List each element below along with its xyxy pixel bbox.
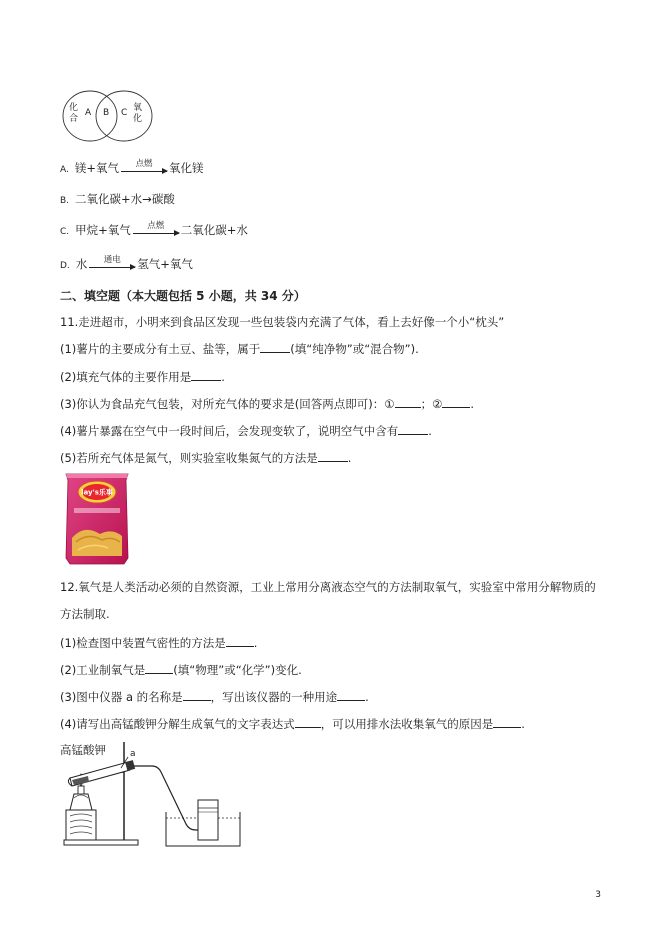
q11-p2-blank[interactable]: [191, 368, 221, 381]
option-a: [60, 160, 204, 178]
option-a-condition: 点燃: [135, 158, 153, 169]
option-d-products: 氢气+氧气: [137, 257, 193, 271]
q11-p3-text: (3)你认为食品充气包装，对所充气体的要求是(回答两点即可)：①: [60, 397, 395, 411]
q11-part-4: [60, 422, 432, 439]
option-c-label: C.: [60, 227, 70, 237]
option-d-label: D.: [60, 261, 70, 271]
option-c-condition: 点燃: [147, 220, 165, 231]
option-c-condition-arrow: [133, 220, 179, 239]
q12-p3-text: (3)图中仪器 a 的名称是: [60, 690, 183, 704]
q11-p3-blank-1[interactable]: [395, 395, 421, 408]
q11-p4-blank[interactable]: [398, 422, 428, 435]
option-b-text: 二氧化碳+水→碳酸: [75, 192, 175, 206]
q12-part-4: [60, 715, 525, 732]
page-number: 3: [595, 890, 601, 900]
option-d-condition: 通电: [103, 254, 121, 265]
q12-p4-mid: ，可以用排水法收集氧气的原因是: [320, 717, 494, 731]
option-c: [60, 222, 248, 240]
q12-p3-tail: .: [365, 690, 369, 704]
q12-part-1: [60, 634, 257, 651]
q11-p2-text: (2)填充气体的主要作用是: [60, 370, 192, 384]
svg-text:lay's乐事: lay's乐事: [81, 488, 113, 497]
q11-part-5: [60, 449, 351, 466]
venn-label-a: A: [85, 108, 92, 118]
option-d-condition-arrow: [89, 254, 135, 273]
q12-p3-mid: ，写出该仪器的一种用途: [210, 690, 338, 704]
option-a-products: 氧化镁: [169, 161, 204, 175]
option-c-reactants: 甲烷+氧气: [75, 223, 131, 237]
q11-p1-text: (1)薯片的主要成分有土豆、盐等，属于: [60, 342, 261, 356]
venn-right-label: 氧 化: [133, 103, 143, 124]
option-b-label: B.: [60, 196, 70, 206]
q11-p5-text: (5)若所充气体是氮气，则实验室收集氮气的方法是: [60, 451, 318, 465]
q11-p3-mid: ；②: [420, 397, 443, 411]
option-a-reactants: 镁+氧气: [74, 161, 119, 175]
q12-p4-blank-1[interactable]: [295, 715, 321, 728]
chip-bag-image: [62, 472, 132, 567]
venn-label-c: C: [121, 108, 128, 118]
venn-left-label: 化 合: [69, 103, 79, 124]
q11-p3-tail: .: [470, 397, 475, 411]
option-d: [60, 256, 193, 274]
q11-p5-tail: .: [347, 451, 352, 465]
q12-p3-blank-1[interactable]: [183, 688, 211, 701]
q11-stem: 11.走进超市，小明来到食品区发现一些包装袋内充满了气体，看上去好像一个小“枕头”: [60, 315, 505, 329]
q12-p1-text: (1)检查图中装置气密性的方法是: [60, 636, 226, 650]
option-c-products: 二氧化碳+水: [180, 223, 248, 237]
apparatus-label: 高锰酸钾: [60, 743, 106, 757]
option-a-condition-arrow: [121, 158, 167, 177]
q12-p4-text: (4)请写出高锰酸钾分解生成氧气的文字表达式: [60, 717, 295, 731]
q12-p1-blank[interactable]: [226, 634, 254, 647]
q11-p1-blank[interactable]: [260, 340, 290, 353]
q11-p3-blank-2[interactable]: [442, 395, 470, 408]
q12-part-2: [60, 661, 302, 678]
q12-p2-tail: (填“物理”或“化学”)变化.: [173, 663, 302, 677]
option-b: [60, 191, 175, 209]
option-d-reactants: 水: [75, 257, 88, 271]
venn-label-b: B: [103, 108, 110, 118]
q11-p5-blank[interactable]: [318, 449, 348, 462]
q12-p2-text: (2)工业制氧气是: [60, 663, 146, 677]
q12-p4-tail: .: [521, 717, 525, 731]
option-a-label: A.: [60, 165, 69, 175]
q12-stem-line-2: 方法制取.: [60, 607, 110, 621]
q11-part-2: [60, 368, 225, 385]
q11-p1-tail: (填“纯净物”或“混合物”).: [290, 342, 419, 356]
q11-p4-text: (4)薯片暴露在空气中一段时间后，会发现变软了，说明空气中含有: [60, 424, 399, 438]
q11-p2-tail: .: [221, 370, 225, 384]
q11-part-3: [60, 395, 474, 412]
section-2-heading: 二、填空题（本大题包括 5 小题，共 34 分）: [60, 289, 306, 303]
q12-p1-tail: .: [253, 636, 258, 650]
q11-part-1: [60, 340, 419, 357]
q12-p3-blank-2[interactable]: [337, 688, 365, 701]
q11-p4-tail: .: [428, 424, 432, 438]
q12-stem-line-1: 12.氧气是人类活动必须的自然资源，工业上常用分离液态空气的方法制取氧气，实验室中常用分解物质的: [60, 580, 596, 594]
q12-p4-blank-2[interactable]: [493, 715, 521, 728]
q12-p2-blank[interactable]: [145, 661, 173, 674]
apparatus-label-a: a: [130, 749, 136, 759]
q12-part-3: [60, 688, 369, 705]
oxygen-apparatus-diagram: [58, 738, 248, 850]
